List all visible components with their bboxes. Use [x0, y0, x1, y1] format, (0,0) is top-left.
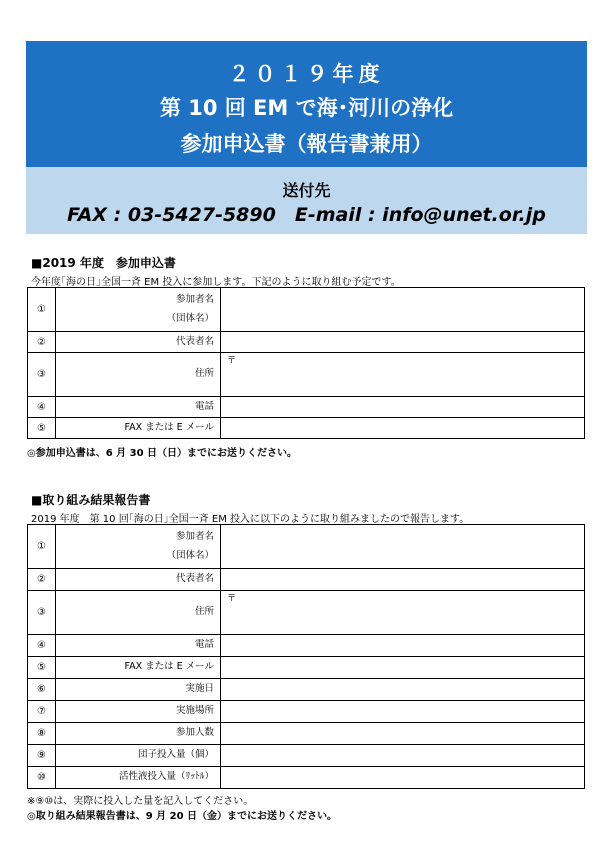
mudball-amount-field[interactable]: [221, 745, 585, 767]
row-label: 実施場所: [56, 701, 221, 723]
report-note: ※⑨⑩は、実際に投入した量を記入してください。: [27, 796, 254, 807]
phone-field[interactable]: [221, 635, 585, 657]
row-number: ⑤: [28, 418, 56, 439]
fax-email-field[interactable]: [221, 418, 585, 439]
row-label: 住所: [56, 591, 221, 635]
phone-field[interactable]: [221, 397, 585, 418]
table-row: [28, 591, 585, 635]
row-label: 団子投入量（個）: [56, 745, 221, 767]
application-title: ■2019 年度 参加申込書: [31, 256, 176, 270]
row-label: 住所: [56, 353, 221, 397]
application-subtitle: 今年度｢海の日｣全国一斉 EM 投入に参加します。下記のように取り組む予定です。: [31, 277, 401, 288]
row-label: 活性液投入量（ﾘｯﾄﾙ）: [56, 767, 221, 789]
label-org: （団体名）: [166, 549, 214, 561]
row-label: 代表者名: [56, 332, 221, 353]
title-year: ２０１９年度: [228, 62, 385, 86]
liquid-amount-field[interactable]: [221, 767, 585, 789]
row-number: ⑤: [28, 657, 56, 679]
title-event: 第 10 回 EM で海･河川の浄化: [159, 96, 454, 120]
table-row: [28, 332, 585, 353]
representative-field[interactable]: [221, 569, 585, 591]
participant-name-field[interactable]: [221, 525, 585, 569]
row-number: ⑥: [28, 679, 56, 701]
row-number: ②: [28, 569, 56, 591]
label-name: 参加者名: [175, 294, 214, 306]
send-to-box: [26, 167, 587, 234]
row-number: ⑦: [28, 701, 56, 723]
row-number: ③: [28, 353, 56, 397]
table-row: [28, 635, 585, 657]
row-number: ⑩: [28, 767, 56, 789]
label-name: 参加者名: [175, 531, 214, 543]
address-field[interactable]: 〒: [221, 591, 585, 635]
row-number: ⑧: [28, 723, 56, 745]
table-row: [28, 525, 585, 569]
send-to-title: 送付先: [282, 181, 331, 200]
table-row: [28, 745, 585, 767]
row-number: ②: [28, 332, 56, 353]
row-label: FAX または E メール: [56, 418, 221, 439]
location-field[interactable]: [221, 701, 585, 723]
table-row: [28, 418, 585, 439]
application-table: [27, 287, 585, 439]
fax-email-field[interactable]: [221, 657, 585, 679]
row-label: 実施日: [56, 679, 221, 701]
row-number: ①: [28, 525, 56, 569]
table-row: [28, 353, 585, 397]
row-label: [56, 525, 221, 569]
report-table: [27, 524, 585, 789]
row-label: [56, 288, 221, 332]
row-label: 代表者名: [56, 569, 221, 591]
report-title: ■取り組み結果報告書: [31, 493, 151, 507]
address-field[interactable]: 〒: [221, 353, 585, 397]
title-form-type: 参加申込書（報告書兼用）: [180, 132, 433, 156]
table-row: [28, 767, 585, 789]
row-label: 電話: [56, 635, 221, 657]
send-to-contact: FAX : 03-5427-5890 E-mail : info@unet.or.jp: [67, 204, 546, 226]
table-row: [28, 397, 585, 418]
participant-count-field[interactable]: [221, 723, 585, 745]
row-number: ④: [28, 635, 56, 657]
row-label: FAX または E メール: [56, 657, 221, 679]
title-banner: [26, 41, 587, 167]
table-row: [28, 723, 585, 745]
row-number: ④: [28, 397, 56, 418]
row-number: ⑨: [28, 745, 56, 767]
participant-name-field[interactable]: [221, 288, 585, 332]
table-row: [28, 569, 585, 591]
application-deadline: ◎参加申込書は、6 月 30 日（日）までにお送りください。: [27, 448, 298, 459]
row-number: ③: [28, 591, 56, 635]
report-deadline: ◎取り組み結果報告書は、9 月 20 日（金）までにお送りください。: [27, 811, 338, 822]
table-row: [28, 679, 585, 701]
table-row: [28, 657, 585, 679]
row-number: ①: [28, 288, 56, 332]
label-org: （団体名）: [166, 312, 214, 324]
table-row: [28, 701, 585, 723]
table-row: [28, 288, 585, 332]
representative-field[interactable]: [221, 332, 585, 353]
row-label: 参加人数: [56, 723, 221, 745]
report-subtitle: 2019 年度 第 10 回｢海の日｣全国一斉 EM 投入に以下のように取り組みましたので報告します。: [31, 514, 470, 525]
row-label: 電話: [56, 397, 221, 418]
date-field[interactable]: [221, 679, 585, 701]
